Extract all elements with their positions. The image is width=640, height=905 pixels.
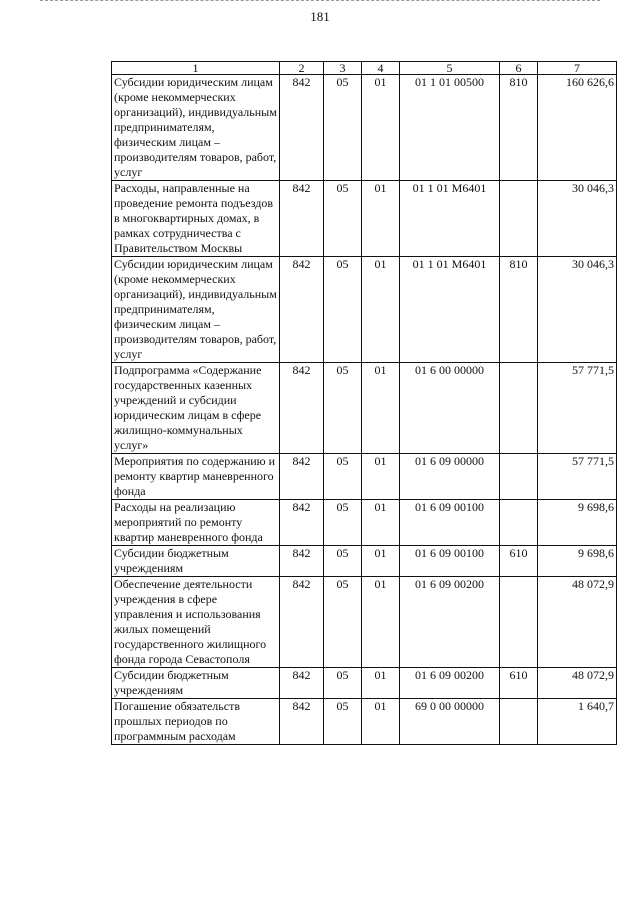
table-row [112,500,617,546]
row-name-cell: Субсидии бюджетным учреждениям [112,546,280,577]
table-row [112,75,617,181]
target-article-cell: 01 6 00 00000 [400,363,500,454]
row-name-cell: Обеспечение деятельности учреждения в сфере управления и использования жилых помещений государственного жилищного фонда города Севастополя [112,577,280,668]
row-name-cell: Расходы на реализацию мероприятий по ремонту квартир маневренного фонда [112,500,280,546]
column-header: 7 [538,62,617,75]
ministry-code-cell: 842 [280,75,324,181]
scan-edge [40,0,600,3]
ministry-code-cell: 842 [280,699,324,745]
amount-cell: 9 698,6 [538,500,617,546]
page-number: 181 [310,9,330,24]
amount-cell: 1 640,7 [538,699,617,745]
ministry-code-cell: 842 [280,454,324,500]
column-header: 4 [362,62,400,75]
target-article-cell: 01 1 01 00500 [400,75,500,181]
column-header: 1 [112,62,280,75]
table-row [112,181,617,257]
table-row [112,257,617,363]
expense-type-cell: 610 [500,546,538,577]
amount-cell: 30 046,3 [538,181,617,257]
row-name-cell: Подпрограмма «Содержание государственных казенных учреждений и субсидии юридическим лицам в сфере жилищно-коммунальных услуг» [112,363,280,454]
expense-type-cell: 810 [500,257,538,363]
column-header: 3 [324,62,362,75]
header-row [112,62,617,75]
row-name-cell: Субсидии бюджетным учреждениям [112,668,280,699]
target-article-cell: 01 1 01 М6401 [400,181,500,257]
ministry-code-cell: 842 [280,181,324,257]
amount-cell: 9 698,6 [538,546,617,577]
row-name-cell: Субсидии юридическим лицам (кроме некоммерческих организаций), индивидуальным предпринимателям, физическим лицам – производителям товаров, работ, услуг [112,75,280,181]
section-cell: 05 [324,668,362,699]
target-article-cell: 01 1 01 М6401 [400,257,500,363]
section-cell: 05 [324,577,362,668]
expense-type-cell [500,363,538,454]
ministry-code-cell: 842 [280,546,324,577]
subsection-cell: 01 [362,577,400,668]
section-cell: 05 [324,363,362,454]
expense-type-cell [500,699,538,745]
table-row [112,699,617,745]
section-cell: 05 [324,699,362,745]
row-name-cell: Мероприятия по содержанию и ремонту квартир маневренного фонда [112,454,280,500]
expense-type-cell: 610 [500,668,538,699]
ministry-code-cell: 842 [280,500,324,546]
amount-cell: 57 771,5 [538,454,617,500]
target-article-cell: 01 6 09 00100 [400,546,500,577]
ministry-code-cell: 842 [280,577,324,668]
column-header: 6 [500,62,538,75]
ministry-code-cell: 842 [280,257,324,363]
amount-cell: 48 072,9 [538,577,617,668]
expense-type-cell [500,577,538,668]
row-name-cell: Расходы, направленные на проведение ремонта подъездов в многоквартирных домах, в рамках сотрудничества с Правительством Москвы [112,181,280,257]
target-article-cell: 01 6 09 00200 [400,668,500,699]
target-article-cell: 69 0 00 00000 [400,699,500,745]
row-name-cell: Субсидии юридическим лицам (кроме некоммерческих организаций), индивидуальным предпринимателям, физическим лицам – производителям товаров, работ, услуг [112,257,280,363]
section-cell: 05 [324,181,362,257]
table-row [112,668,617,699]
table-row [112,577,617,668]
amount-cell: 30 046,3 [538,257,617,363]
expense-type-cell [500,454,538,500]
table-row [112,454,617,500]
table-row [112,363,617,454]
expense-type-cell: 810 [500,75,538,181]
section-cell: 05 [324,75,362,181]
budget-table [111,61,617,745]
ministry-code-cell: 842 [280,668,324,699]
subsection-cell: 01 [362,363,400,454]
subsection-cell: 01 [362,546,400,577]
section-cell: 05 [324,257,362,363]
section-cell: 05 [324,500,362,546]
subsection-cell: 01 [362,257,400,363]
row-name-cell: Погашение обязательств прошлых периодов по программным расходам [112,699,280,745]
ministry-code-cell: 842 [280,363,324,454]
target-article-cell: 01 6 09 00200 [400,577,500,668]
subsection-cell: 01 [362,75,400,181]
section-cell: 05 [324,454,362,500]
table-row [112,546,617,577]
amount-cell: 48 072,9 [538,668,617,699]
subsection-cell: 01 [362,668,400,699]
expense-type-cell [500,500,538,546]
target-article-cell: 01 6 09 00100 [400,500,500,546]
subsection-cell: 01 [362,181,400,257]
amount-cell: 57 771,5 [538,363,617,454]
target-article-cell: 01 6 09 00000 [400,454,500,500]
amount-cell: 160 626,6 [538,75,617,181]
section-cell: 05 [324,546,362,577]
column-header: 2 [280,62,324,75]
subsection-cell: 01 [362,699,400,745]
subsection-cell: 01 [362,454,400,500]
column-header: 5 [400,62,500,75]
expense-type-cell [500,181,538,257]
subsection-cell: 01 [362,500,400,546]
